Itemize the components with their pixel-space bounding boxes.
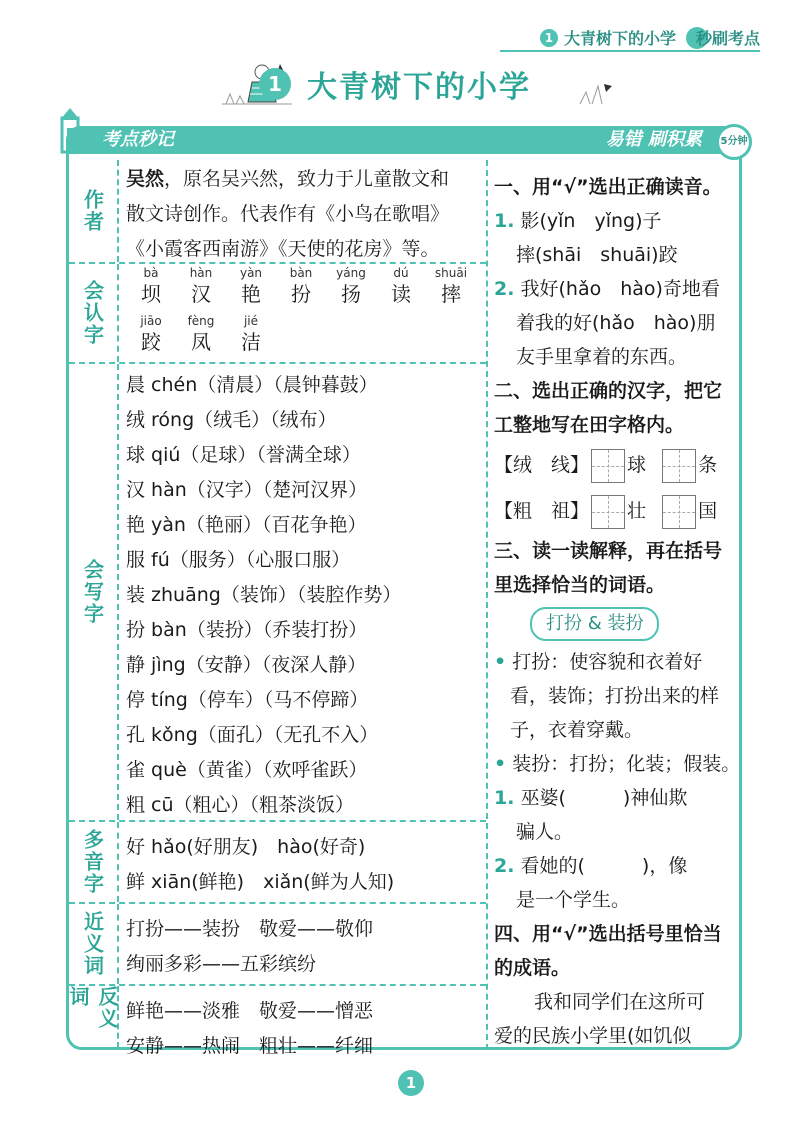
header-brand: 秒刷考点 [695,29,760,48]
write-row: 扮 bàn（装扮）（乔装打扮） [126,619,368,641]
author-line: 散文诗创作。代表作有《小鸟在歌唱》 [126,203,450,225]
synonym-content [126,912,482,982]
char-cell: hàn 汉 [189,266,213,306]
write-row: 球 qiú（足球）（誉满全球） [126,444,361,466]
lesson-title-text: 大青树下的小学 [307,70,531,105]
running-header [540,26,760,49]
author-line: 《小霞客西南游》《天使的花房》等。 [126,238,440,260]
char-cell: yàn 艳 [239,266,263,306]
write-row: 雀 què（黄雀）（欢呼雀跃） [126,759,368,781]
question-2: 二、选出正确的汉字，把它 [494,380,723,402]
item-text: 影(yǐn yǐng)子 [520,210,662,232]
fill-blank[interactable]: 巫婆( )神仙欺 [520,787,688,809]
write-row: 装 zhuāng（装饰）（装腔作势） [126,584,402,606]
practice-column: 一、用“√”选出正确读音。 1. 影(yǐn yǐng)子 摔(shāi shuāi)跤 2. 我好(hǎo hào)奇地看 着我的好(hǎo hào)朋 友手里拿着的东西。 二、选出正确的汉字，把它 工整地写在田字格内。 【绒 线】 球 条 【粗 祖】 壮 国 三、读一读解释，再在括号 里选择恰当的词语。 打扮 & 装扮 • 打扮：使容貌和衣着好 看，装饰；打扮出来的样 子，衣着穿戴。 • 装扮：打扮；化装；假装。 1. 巫婆( )神仙欺 骗人。 2. 看她的( )，像 是一个学生。 四、用“√”选出括号里恰当 的成语。 我和同学们在这所可 爱的民族小学里(如饥似 [494,170,734,1053]
item-text: 我好(hǎo hào)奇地看 [520,278,720,300]
column-divider [486,160,488,1050]
lesson-number: 1 [259,68,291,100]
section-bar-practice: 易错 刷积累 [486,126,742,154]
write-content [126,368,482,823]
question-3: 三、读一读解释，再在括号 [494,540,723,562]
char-cell: bà 坝 [141,266,161,306]
antonym-row: 鲜艳——淡雅 敬爱——憎恶 [126,1000,374,1022]
char-cell: bàn 扮 [289,266,313,306]
item-number: 2. [494,278,515,300]
category-synonym: 近义词 [69,904,119,984]
write-row: 粗 cū（粗心）（粗茶淡饭） [126,794,355,816]
antonym-content [126,994,482,1064]
row-divider [69,984,486,986]
char-options: 【粗 祖】 [494,500,590,522]
polyphone-row: 好 hǎo(好朋友) hào(好奇) [126,836,366,858]
write-row: 服 fú（服务）（心服口服） [126,549,351,571]
question-2-cont: 工整地写在田字格内。 [494,414,685,436]
synonym-row: 绚丽多彩——五彩缤纷 [126,953,317,975]
pinyin-row [126,314,482,356]
author-content [126,162,482,267]
writing-grid-cell[interactable] [662,495,696,529]
char-cell: fèng 凤 [187,314,215,354]
section-bar-notes: 考点秒记 [66,126,486,154]
bullet-icon: • [494,651,507,673]
page-number: 1 [398,1070,424,1096]
writing-grid-cell[interactable] [591,449,625,483]
row-divider [69,362,486,364]
antonym-row: 安静——热闹 粗壮——纤细 [126,1035,374,1057]
question-4-cont: 的成语。 [494,957,571,979]
category-antonym: 反义词 [69,986,119,1048]
category-author: 作者 [69,160,119,262]
write-row: 静 jìng（安静）（夜深人静） [126,654,367,676]
header-lesson-title: 大青树下的小学 [563,29,676,48]
item-number: 2. [494,855,515,877]
fill-blank[interactable]: 看她的( )，像 [520,855,688,877]
polyphone-content [126,830,482,900]
synonym-row: 打扮——装扮 敬爱——敬仰 [126,918,374,940]
char-cell: shuāi 摔 [434,266,468,306]
item-text: 友手里拿着的东西。 [516,346,688,368]
author-name: 吴然 [126,168,165,190]
writing-grid-cell[interactable] [591,495,625,529]
header-rule [500,50,760,52]
char-options: 【绒 线】 [494,454,590,476]
header-lesson-number: 1 [540,29,558,47]
timer-badge: 5分钟 [716,124,752,160]
category-recognize: 会认字 [69,264,119,362]
pinyin-row [126,266,482,308]
char-cell: jié 洁 [241,314,261,354]
category-write: 会写字 [69,364,119,820]
item-text: 着我的好(hǎo hào)朋 [516,312,716,334]
write-row: 孔 kǒng（面孔）（无孔不入） [126,724,379,746]
item-text: 摔(shāi shuāi)跤 [516,244,678,266]
recognize-content [126,266,482,356]
write-row: 艳 yàn（艳丽）（百花争艳） [126,514,367,536]
question-1: 一、用“√”选出正确读音。 [494,176,722,198]
char-cell: yáng 扬 [336,266,366,306]
write-row: 晨 chén（清晨）（晨钟暮鼓） [126,374,378,396]
grass-decoration-icon [576,76,616,106]
write-row: 停 tíng（停车）（马不停蹄） [126,689,369,711]
write-row: 汉 hàn（汉字）（楚河汉界） [126,479,368,501]
writing-grid-cell[interactable] [662,449,696,483]
write-row: 绒 róng（绒毛）（绒布） [126,409,337,431]
category-polyphone: 多音字 [69,822,119,902]
question-4: 四、用“√”选出括号里恰当 [494,923,722,945]
polyphone-row: 鲜 xiān(鲜艳) xiǎn(鲜为人知) [126,871,395,893]
author-line: 吴然，原名吴兴然，致力于儿童散文和 [126,168,450,190]
item-number: 1. [494,787,515,809]
char-cell: jiāo 跤 [140,314,162,354]
row-divider [69,902,486,904]
bullet-icon: • [494,753,507,775]
lesson-title [0,62,790,106]
char-cell: dú 读 [391,266,411,306]
question-3-cont: 里选择恰当的词语。 [494,574,666,596]
item-number: 1. [494,210,515,232]
word-pair-box: 打扮 & 装扮 [530,607,659,641]
